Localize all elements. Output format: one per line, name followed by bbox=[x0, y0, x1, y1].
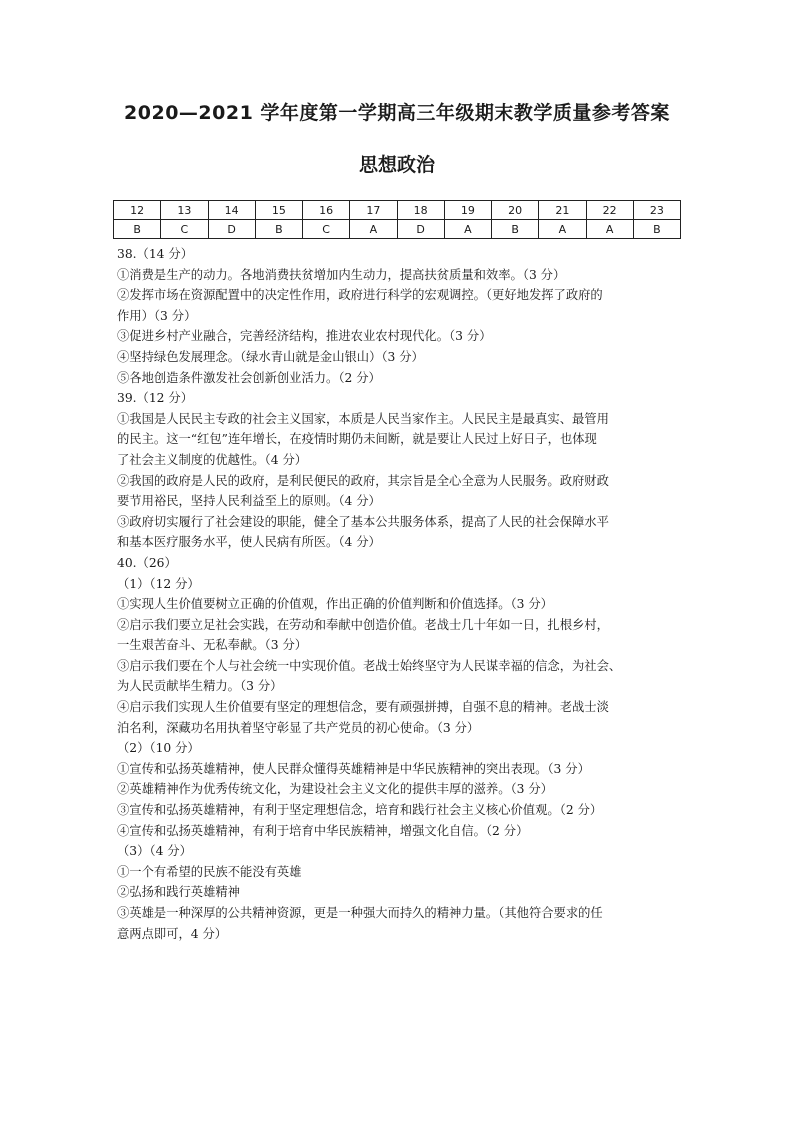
question-number-cell: 13 bbox=[161, 201, 208, 220]
answer-cell: A bbox=[586, 220, 633, 239]
answer-line: ④启示我们实现人生价值要有坚定的理想信念，要有顽强拼搏，自强不息的精神。老战士淡 bbox=[117, 700, 609, 715]
question-section bbox=[117, 388, 683, 553]
answer-line: ②启示我们要立足社会实践，在劳动和奉献中创造价值。老战士几十年如一日，扎根乡村， bbox=[117, 617, 609, 632]
question-number-cell: 18 bbox=[397, 201, 444, 220]
answer-line: 作用）（3 分） bbox=[117, 308, 197, 323]
answer-line: 39.（12 分） bbox=[117, 391, 194, 406]
answer-cell: C bbox=[303, 220, 350, 239]
answer-line: ③促进乡村产业融合，完善经济结构，推进农业农村现代化。（3 分） bbox=[117, 329, 492, 344]
page-title: 2020—2021 学年度第一学期高三年级期末教学质量参考答案 bbox=[124, 102, 670, 124]
answer-line: （2）（10 分） bbox=[117, 741, 200, 756]
question-number-cell: 17 bbox=[350, 201, 397, 220]
answer-line: ③政府切实履行了社会建设的职能，健全了基本公共服务体系，提高了人民的社会保障水平 bbox=[117, 514, 609, 529]
answer-cell: A bbox=[444, 220, 491, 239]
answer-line: ③英雄是一种深厚的公共精神资源，更是一种强大而持久的精神力量。（其他符合要求的任 bbox=[117, 906, 603, 920]
answer-line: 38.（14 分） bbox=[117, 247, 194, 261]
question-section bbox=[117, 553, 683, 944]
question-number-cell: 16 bbox=[303, 201, 350, 220]
answer-line: 一生艰苦奋斗、无私奉献。（3 分） bbox=[117, 638, 308, 653]
answer-line: ①实现人生价值要树立正确的价值观，作出正确的价值判断和价值选择。（3 分） bbox=[117, 597, 553, 612]
question-number-row bbox=[114, 201, 681, 220]
question-number-cell: 23 bbox=[633, 201, 680, 220]
question-number-cell: 15 bbox=[255, 201, 302, 220]
multiple-choice-answer-table bbox=[113, 200, 681, 239]
answer-content bbox=[117, 244, 683, 944]
answer-cell: A bbox=[539, 220, 586, 239]
answer-cell: D bbox=[208, 220, 255, 239]
answer-line: 了社会主义制度的优越性。（4 分） bbox=[117, 452, 308, 467]
answer-cell: D bbox=[397, 220, 444, 239]
answer-line: ①一个有希望的民族不能没有英雄 bbox=[117, 864, 302, 879]
subject-title: 思想政治 bbox=[358, 154, 435, 176]
question-section bbox=[117, 244, 683, 388]
question-number-cell: 22 bbox=[586, 201, 633, 220]
answer-line: ②我国的政府是人民的政府，是利民便民的政府，其宗旨是全心全意为人民服务。政府财政 bbox=[117, 473, 609, 488]
answer-line: 意两点即可，4 分） bbox=[117, 926, 228, 941]
answer-line: 泊名利，深藏功名用执着坚守彰显了共产党员的初心使命。（3 分） bbox=[117, 720, 480, 735]
answer-line: 的民主。这一“红包”连年增长，在疫情时期仍未间断，就是要让人民过上好日子，也体现 bbox=[117, 432, 597, 447]
answer-line: ②发挥市场在资源配置中的决定性作用，政府进行科学的宏观调控。（更好地发挥了政府的 bbox=[117, 288, 603, 303]
answer-line: （3）（4 分） bbox=[117, 844, 192, 859]
answer-line: ④坚持绿色发展理念。（绿水青山就是金山银山）（3 分） bbox=[117, 349, 424, 364]
answer-line: 和基本医疗服务水平，使人民病有所医。（4 分） bbox=[117, 535, 381, 550]
answer-line: 要节用裕民，坚持人民利益至上的原则。（4 分） bbox=[117, 494, 381, 509]
answer-cell: B bbox=[255, 220, 302, 239]
answer-line: ②英雄精神作为优秀传统文化，为建设社会主义文化的提供丰厚的滋养。（3 分） bbox=[117, 782, 553, 797]
question-number-cell: 21 bbox=[539, 201, 586, 220]
answer-line: ①消费是生产的动力。各地消费扶贫增加内生动力，提高扶贫质量和效率。（3 分） bbox=[117, 267, 566, 282]
answer-line: ③宣传和弘扬英雄精神，有利于坚定理想信念，培育和践行社会主义核心价值观。（2 分） bbox=[117, 803, 603, 818]
answer-cell: B bbox=[633, 220, 680, 239]
answer-cell: B bbox=[114, 220, 161, 239]
answer-line: ①宣传和弘扬英雄精神，使人民群众懂得英雄精神是中华民族精神的突出表现。（3 分） bbox=[117, 761, 590, 776]
answer-cell: A bbox=[350, 220, 397, 239]
answer-line: ③启示我们要在个人与社会统一中实现价值。老战士始终坚守为人民谋幸福的信念，为社会、 bbox=[117, 658, 622, 673]
answer-cell: C bbox=[161, 220, 208, 239]
answer-line: （1）（12 分） bbox=[117, 576, 200, 591]
answer-row bbox=[114, 220, 681, 239]
question-number-cell: 12 bbox=[114, 201, 161, 220]
answer-line: 40.（26） bbox=[117, 555, 177, 570]
answer-cell: B bbox=[492, 220, 539, 239]
answer-line: 为人民贡献毕生精力。（3 分） bbox=[117, 679, 283, 694]
question-number-cell: 14 bbox=[208, 201, 255, 220]
answer-line: ⑤各地创造条件激发社会创新创业活力。（2 分） bbox=[117, 370, 381, 385]
question-number-cell: 20 bbox=[492, 201, 539, 220]
answer-line: ②弘扬和践行英雄精神 bbox=[117, 885, 240, 900]
answer-line: ④宣传和弘扬英雄精神，有利于培育中华民族精神，增强文化自信。（2 分） bbox=[117, 823, 529, 838]
question-number-cell: 19 bbox=[444, 201, 491, 220]
answer-line: ①我国是人民民主专政的社会主义国家，本质是人民当家作主。人民民主是最真实、最管用 bbox=[117, 411, 609, 426]
